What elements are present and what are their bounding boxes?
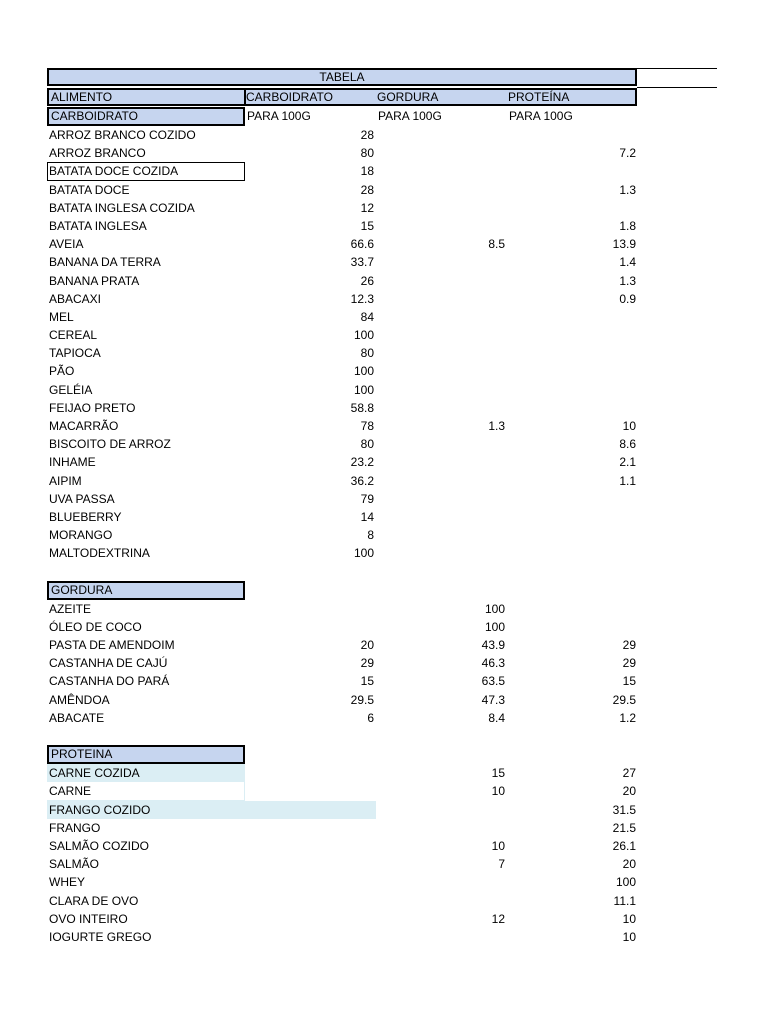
gord-value-cell[interactable]: 63.5 xyxy=(481,674,505,689)
table-row xyxy=(47,381,717,399)
gord-value-cell[interactable]: 7 xyxy=(498,857,505,872)
gord-value-cell[interactable] xyxy=(376,873,507,891)
gord-value-cell[interactable]: 100 xyxy=(484,619,505,634)
table-row xyxy=(47,199,717,217)
food-name-cell[interactable]: CASTANHA DE CAJÚ xyxy=(49,656,168,671)
food-name-cell[interactable]: BANANA DA TERRA xyxy=(49,255,161,270)
title-row xyxy=(47,68,717,88)
carb-value-cell[interactable] xyxy=(245,764,376,782)
food-name-cell[interactable]: MORANGO xyxy=(49,528,113,543)
title-border-top xyxy=(637,68,717,69)
food-name-cell[interactable]: BLUEBERRY xyxy=(49,509,122,524)
gord-value-cell[interactable] xyxy=(376,490,507,508)
column-header-row xyxy=(47,88,717,107)
table-row xyxy=(47,235,717,253)
carb-value-cell[interactable]: 84 xyxy=(360,309,374,324)
prot-value-cell[interactable] xyxy=(507,490,638,508)
prot-value-cell[interactable] xyxy=(507,362,638,380)
header-gordura: GORDURA xyxy=(377,90,439,104)
prot-value-cell[interactable]: 8.6 xyxy=(619,437,636,452)
table-row xyxy=(47,126,717,144)
food-name-cell[interactable]: GELÉIA xyxy=(49,382,93,397)
food-name-cell[interactable]: MEL xyxy=(49,309,74,324)
food-name-cell[interactable]: INHAME xyxy=(49,455,96,470)
carb-value-cell[interactable]: 100 xyxy=(353,328,374,343)
gord-value-cell[interactable]: 100 xyxy=(484,601,505,616)
carb-value-cell[interactable]: 80 xyxy=(360,146,374,161)
carb-value-cell[interactable]: 80 xyxy=(360,346,374,361)
carb-value-cell[interactable]: 29 xyxy=(360,656,374,671)
prot-value-cell[interactable] xyxy=(507,544,638,562)
food-name-cell[interactable]: BATATA DOCE COZIDA xyxy=(49,164,179,179)
table-row xyxy=(47,600,717,618)
carb-value-cell[interactable]: 15 xyxy=(360,218,374,233)
gord-value-cell[interactable] xyxy=(376,435,507,453)
gord-value-cell[interactable]: 8.4 xyxy=(488,710,505,725)
carb-value-cell[interactable] xyxy=(245,819,376,837)
prot-value-cell[interactable]: 1.1 xyxy=(619,473,636,488)
carb-value-cell[interactable]: 26 xyxy=(360,273,374,288)
food-name-cell[interactable]: ÓLEO DE COCO xyxy=(49,619,142,634)
food-name-cell[interactable]: FEIJAO PRETO xyxy=(49,400,136,415)
prot-value-cell[interactable]: 26.1 xyxy=(612,838,636,853)
carb-value-cell[interactable] xyxy=(245,855,376,873)
carb-value-cell[interactable]: 8 xyxy=(367,528,374,543)
prot-value-cell[interactable]: 31.5 xyxy=(612,802,636,817)
gord-value-cell[interactable] xyxy=(376,126,507,144)
carb-value-cell[interactable]: 28 xyxy=(360,182,374,197)
food-name-cell[interactable]: BATATA INGLESA COZIDA xyxy=(49,200,195,215)
carb-value-cell[interactable] xyxy=(245,782,376,800)
food-name-cell[interactable]: MACARRÃO xyxy=(49,419,119,433)
gord-value-cell[interactable] xyxy=(376,326,507,344)
table-row xyxy=(47,892,717,910)
prot-value-cell[interactable]: 29 xyxy=(622,656,636,671)
food-name-cell[interactable]: BANANA PRATA xyxy=(49,273,140,288)
prot-value-cell[interactable]: 2.1 xyxy=(619,455,636,470)
table-row xyxy=(47,928,717,946)
unit-carb[interactable]: PARA 100G xyxy=(247,109,311,123)
gord-value-cell[interactable]: 43.9 xyxy=(481,638,505,653)
prot-value-cell[interactable]: 20 xyxy=(622,784,636,799)
prot-value-cell[interactable]: 100 xyxy=(615,875,636,890)
table-row xyxy=(47,709,717,727)
table-row xyxy=(47,181,717,199)
gordura-rows xyxy=(47,600,717,727)
prot-value-cell[interactable]: 21.5 xyxy=(612,820,636,835)
gord-value-cell[interactable] xyxy=(376,362,507,380)
carb-value-cell[interactable]: 23.2 xyxy=(350,455,374,470)
prot-value-cell[interactable] xyxy=(507,162,638,180)
carb-value-cell[interactable]: 36.2 xyxy=(350,473,374,488)
carb-value-cell[interactable]: 12 xyxy=(360,200,374,215)
prot-value-cell[interactable] xyxy=(507,308,638,326)
table-row xyxy=(47,308,717,326)
gord-value-cell[interactable] xyxy=(376,199,507,217)
food-name-cell[interactable]: PASTA DE AMENDOIM xyxy=(49,638,175,653)
prot-value-cell[interactable] xyxy=(507,600,638,618)
table-row xyxy=(47,782,717,800)
table-row xyxy=(47,691,717,709)
carb-value-cell[interactable]: 58.8 xyxy=(350,400,374,415)
carb-value-cell[interactable]: 66.6 xyxy=(350,237,374,252)
prot-value-cell[interactable]: 10 xyxy=(622,929,636,944)
gord-value-cell[interactable]: 8.5 xyxy=(488,237,505,252)
table-row xyxy=(47,362,717,380)
table-row xyxy=(47,435,717,453)
gord-value-cell[interactable] xyxy=(376,381,507,399)
gord-value-cell[interactable] xyxy=(376,144,507,162)
table-row xyxy=(47,764,717,782)
prot-value-cell[interactable]: 20 xyxy=(622,857,636,872)
gord-value-cell[interactable] xyxy=(376,162,507,180)
food-name-cell[interactable]: CEREAL xyxy=(49,328,98,343)
prot-value-cell[interactable]: 29 xyxy=(622,638,636,653)
gord-value-cell[interactable] xyxy=(376,272,507,290)
prot-value-cell[interactable]: 1.3 xyxy=(619,182,636,197)
unit-prot[interactable]: PARA 100G xyxy=(509,109,573,123)
food-name-cell[interactable]: ABACATE xyxy=(49,710,105,725)
table-row xyxy=(47,636,717,654)
food-name-cell[interactable]: SALMÃO xyxy=(49,857,100,872)
gord-value-cell[interactable] xyxy=(376,819,507,837)
food-name-cell[interactable]: ARROZ BRANCO xyxy=(49,146,146,161)
carb-value-cell[interactable]: 18 xyxy=(360,164,374,179)
spacer-row xyxy=(47,727,717,745)
header-alimento[interactable]: ALIMENTO xyxy=(47,88,246,106)
gord-value-cell[interactable]: 1.3 xyxy=(488,419,505,433)
carb-value-cell[interactable]: 100 xyxy=(353,382,374,397)
prot-value-cell[interactable]: 11.1 xyxy=(613,893,636,908)
table-row xyxy=(47,837,717,855)
prot-value-cell[interactable] xyxy=(507,126,638,144)
header-nutrients[interactable] xyxy=(244,88,637,106)
gord-value-cell[interactable] xyxy=(376,892,507,910)
section-gordura[interactable]: GORDURA xyxy=(47,581,245,600)
table-row xyxy=(47,326,717,344)
food-name-cell[interactable]: FRANGO COZIDO xyxy=(49,802,151,817)
table-row xyxy=(47,654,717,672)
unit-gord[interactable]: PARA 100G xyxy=(378,109,442,123)
food-name-cell[interactable]: CLARA DE OVO xyxy=(49,893,139,908)
carb-value-cell[interactable] xyxy=(245,873,376,891)
header-carboidrato: CARBOIDRATO xyxy=(246,90,333,104)
table-row xyxy=(47,417,717,435)
carb-value-cell[interactable]: 79 xyxy=(360,491,374,506)
table-row xyxy=(47,453,717,471)
prot-value-cell[interactable]: 1.4 xyxy=(619,255,636,270)
gord-value-cell[interactable]: 10 xyxy=(491,838,505,853)
gord-value-cell[interactable] xyxy=(376,253,507,271)
table-row xyxy=(47,290,717,308)
table-row xyxy=(47,217,717,235)
nutrition-sheet xyxy=(47,68,717,946)
food-name-cell[interactable]: AVEIA xyxy=(49,237,84,252)
food-name-cell[interactable]: ABACAXI xyxy=(49,291,102,306)
carb-value-cell[interactable]: 6 xyxy=(367,710,374,725)
section-carboidrato[interactable]: CARBOIDRATO xyxy=(47,107,245,126)
gord-value-cell[interactable] xyxy=(376,928,507,946)
table-row xyxy=(47,162,717,180)
prot-value-cell[interactable]: 1.8 xyxy=(619,218,636,233)
prot-value-cell[interactable]: 10 xyxy=(622,419,636,433)
food-name-cell[interactable]: BISCOITO DE ARROZ xyxy=(49,437,171,452)
food-name-cell[interactable]: IOGURTE GREGO xyxy=(49,929,152,944)
prot-value-cell[interactable] xyxy=(507,526,638,544)
gord-value-cell[interactable] xyxy=(376,544,507,562)
carb-value-cell[interactable] xyxy=(245,837,376,855)
carb-value-cell[interactable]: 78 xyxy=(360,419,374,433)
food-name-cell[interactable]: AMÊNDOA xyxy=(49,692,110,707)
carb-value-cell[interactable]: 80 xyxy=(360,437,374,452)
prot-value-cell[interactable]: 0.9 xyxy=(619,291,636,306)
table-row xyxy=(47,618,717,636)
carb-value-cell[interactable]: 100 xyxy=(353,364,374,379)
food-name-cell[interactable]: CARNE xyxy=(49,784,92,799)
prot-value-cell[interactable]: 1.2 xyxy=(619,710,636,725)
carb-value-cell[interactable] xyxy=(245,928,376,946)
table-row xyxy=(47,672,717,690)
food-name-cell[interactable]: SALMÃO COZIDO xyxy=(49,838,150,853)
subheader-row xyxy=(47,107,717,126)
table-row xyxy=(47,801,717,819)
header-proteina: PROTEÍNA xyxy=(508,90,570,104)
gord-value-cell[interactable]: 46.3 xyxy=(481,656,505,671)
prot-value-cell[interactable] xyxy=(507,508,638,526)
prot-value-cell[interactable]: 27 xyxy=(622,766,636,781)
table-row xyxy=(47,910,717,928)
food-name-cell[interactable]: OVO INTEIRO xyxy=(49,911,128,926)
table-title[interactable]: TABELA xyxy=(47,68,637,86)
gord-value-cell[interactable] xyxy=(376,308,507,326)
carb-rows xyxy=(47,126,717,563)
carb-value-cell[interactable]: 33.7 xyxy=(350,255,374,270)
table-row xyxy=(47,544,717,562)
table-row xyxy=(47,873,717,891)
prot-value-cell[interactable] xyxy=(507,381,638,399)
table-row xyxy=(47,508,717,526)
table-row xyxy=(47,490,717,508)
food-name-cell[interactable]: WHEY xyxy=(49,875,85,890)
prot-value-cell[interactable] xyxy=(507,618,638,636)
prot-value-cell[interactable]: 1.3 xyxy=(619,273,636,288)
prot-value-cell[interactable] xyxy=(507,199,638,217)
proteina-section-row xyxy=(47,745,717,764)
carb-value-cell[interactable]: 14 xyxy=(360,509,374,524)
gord-value-cell[interactable]: 10 xyxy=(491,784,505,799)
gord-value-cell[interactable]: 15 xyxy=(491,766,505,781)
food-name-cell[interactable]: UVA PASSA xyxy=(49,491,115,506)
table-row xyxy=(47,472,717,490)
food-name-cell[interactable]: AZEITE xyxy=(49,601,92,616)
food-name-cell[interactable]: AIPIM xyxy=(49,473,82,488)
prot-value-cell[interactable] xyxy=(507,326,638,344)
table-row xyxy=(47,855,717,873)
prot-value-cell[interactable]: 7.2 xyxy=(619,146,636,161)
carb-value-cell[interactable] xyxy=(245,618,376,636)
table-row xyxy=(47,399,717,417)
carb-value-cell[interactable]: 12.3 xyxy=(350,291,374,306)
gord-value-cell[interactable] xyxy=(376,801,507,819)
prot-value-cell[interactable] xyxy=(507,399,638,417)
table-row xyxy=(47,344,717,362)
carb-value-cell[interactable]: 29.5 xyxy=(350,692,374,707)
food-name-cell[interactable]: ARROZ BRANCO COZIDO xyxy=(49,128,196,142)
gord-value-cell[interactable] xyxy=(376,526,507,544)
carb-value-cell[interactable]: 100 xyxy=(353,546,374,561)
gord-value-cell[interactable]: 12 xyxy=(491,911,505,926)
food-name-cell[interactable]: TAPIOCA xyxy=(49,346,101,361)
spacer-row xyxy=(47,563,717,581)
gord-value-cell[interactable] xyxy=(376,399,507,417)
gord-value-cell[interactable] xyxy=(376,290,507,308)
gord-value-cell[interactable] xyxy=(376,217,507,235)
carb-value-cell[interactable] xyxy=(245,600,376,618)
gord-value-cell[interactable] xyxy=(376,344,507,362)
prot-value-cell[interactable]: 15 xyxy=(622,674,636,689)
food-name-cell[interactable]: MALTODEXTRINA xyxy=(49,546,150,561)
food-name-cell[interactable]: CARNE COZIDA xyxy=(49,766,140,781)
prot-value-cell[interactable]: 10 xyxy=(622,911,636,926)
table-row xyxy=(47,819,717,837)
table-row xyxy=(47,526,717,544)
gord-value-cell[interactable] xyxy=(376,181,507,199)
table-row xyxy=(47,272,717,290)
gordura-section-row xyxy=(47,581,717,600)
food-name-cell[interactable]: BATATA INGLESA xyxy=(49,218,147,233)
section-proteina[interactable]: PROTEINA xyxy=(47,745,245,764)
proteina-rows xyxy=(47,764,717,946)
carb-value-cell[interactable]: 15 xyxy=(360,674,374,689)
food-name-cell[interactable]: PÃO xyxy=(49,364,75,379)
gord-value-cell[interactable] xyxy=(376,508,507,526)
carb-value-cell[interactable] xyxy=(245,801,376,819)
prot-value-cell[interactable] xyxy=(507,344,638,362)
carb-value-cell[interactable] xyxy=(245,892,376,910)
gord-value-cell[interactable] xyxy=(376,453,507,471)
carb-value-cell[interactable] xyxy=(245,910,376,928)
food-name-cell[interactable]: CASTANHA DO PARÁ xyxy=(49,674,170,689)
table-row xyxy=(47,253,717,271)
food-name-cell[interactable]: BATATA DOCE xyxy=(49,182,130,197)
gord-value-cell[interactable]: 47.3 xyxy=(481,692,505,707)
prot-value-cell[interactable]: 13.9 xyxy=(612,237,636,252)
carb-value-cell[interactable]: 28 xyxy=(360,128,374,142)
food-name-cell[interactable]: FRANGO xyxy=(49,820,101,835)
gord-value-cell[interactable] xyxy=(376,472,507,490)
carb-value-cell[interactable]: 20 xyxy=(360,638,374,653)
table-row xyxy=(47,144,717,162)
prot-value-cell[interactable]: 29.5 xyxy=(612,692,636,707)
